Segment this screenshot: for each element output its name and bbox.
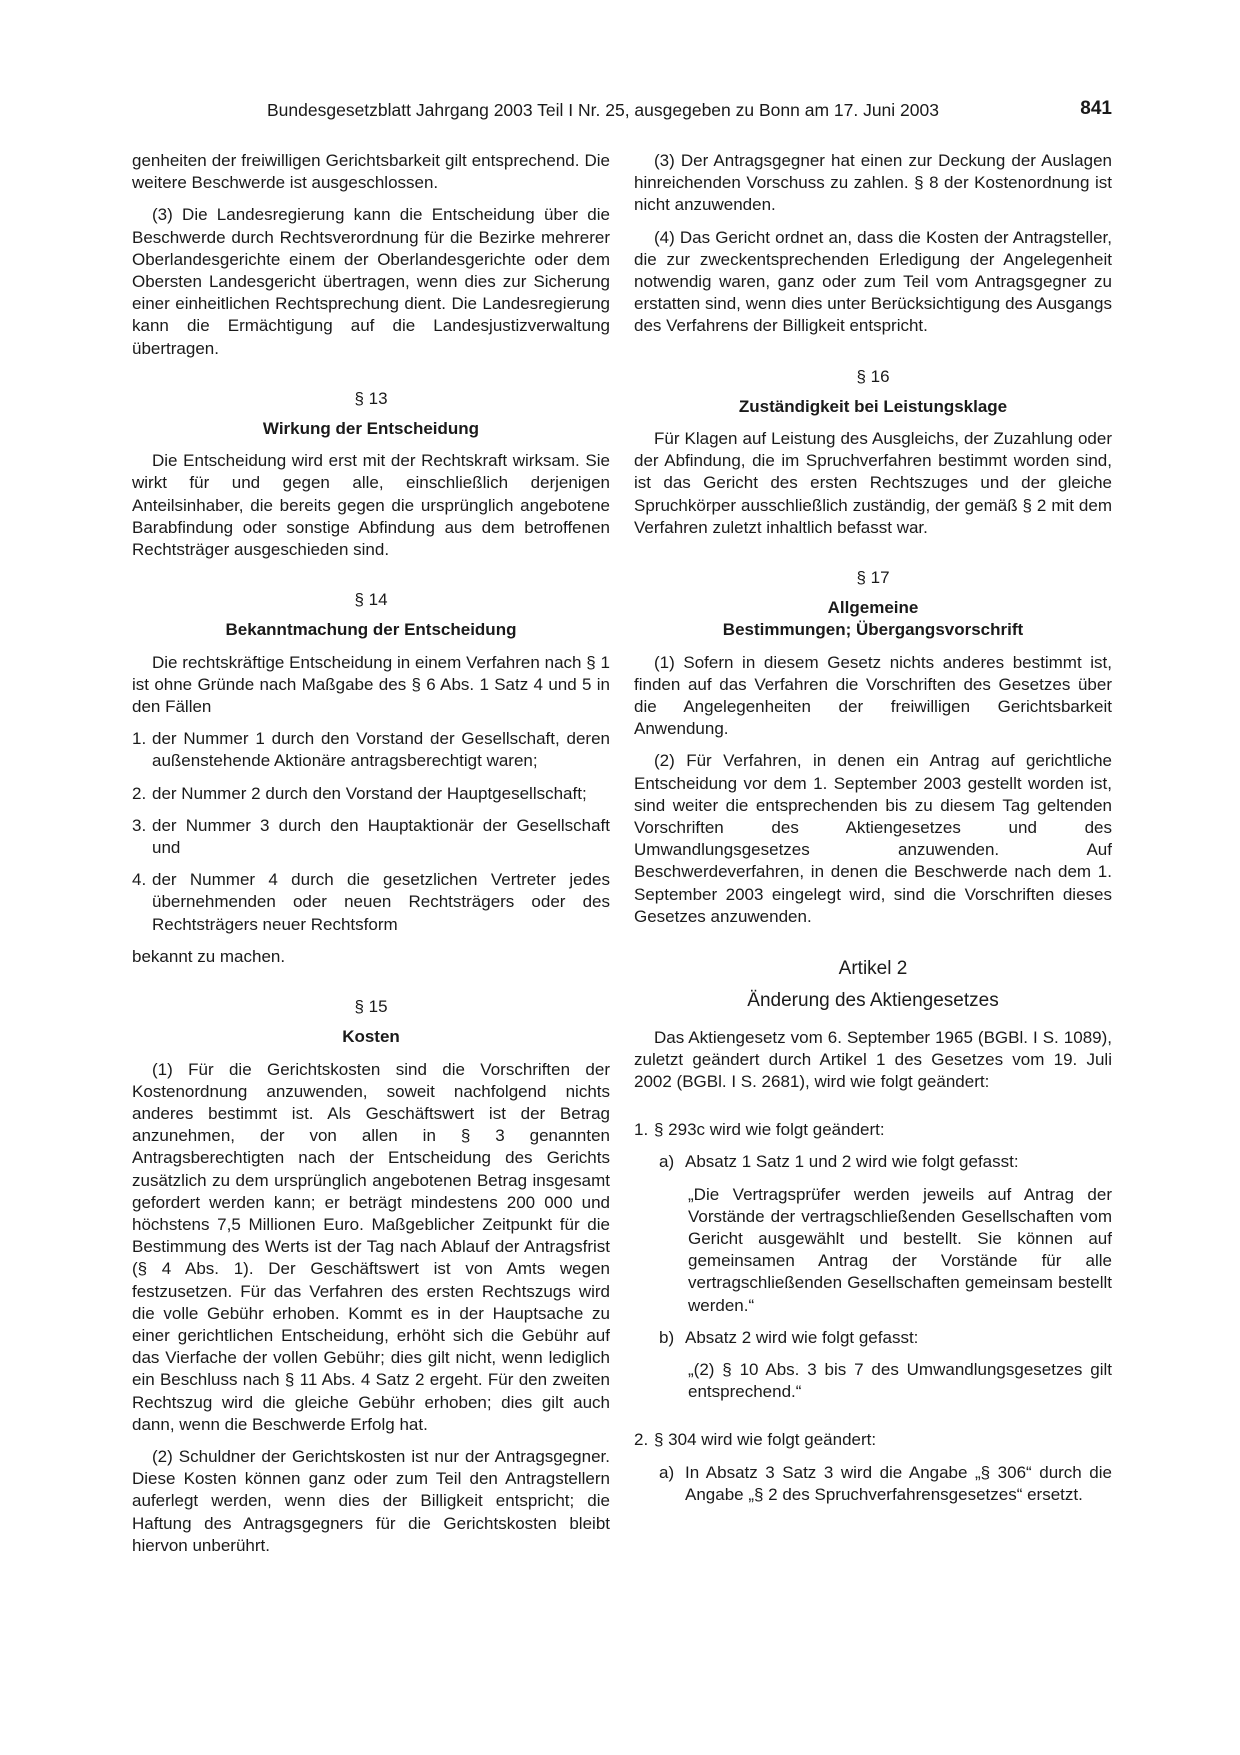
list-item	[132, 869, 610, 936]
list-text: Absatz 1 Satz 1 und 2 wird wie folgt gefasst:	[685, 1152, 1019, 1172]
section-title: Wirkung der Entscheidung	[262, 419, 480, 439]
section-title: Kosten	[342, 1027, 400, 1047]
paragraph: (3) Der Antragsgegner hat einen zur Deckung der Auslagen hinreichenden Vorschuss zu zahlen. § 8 der Kostenordnung ist nicht anzuwenden.	[634, 151, 1112, 215]
paragraph: (2) Schuldner der Gerichtskosten ist nur der Antragsgegner. Diese Kosten können ganz oder zum Teil den Antragstellern auferlegt werden, wenn dies der Billigkeit entspricht; die Haftung des Antragsgegners für die Gerichtskosten bleibt hiervon unberührt.	[132, 1446, 610, 1555]
section-title: Zuständigkeit bei Leistungsklage	[738, 396, 1008, 416]
paragraph: (3) Die Landesregierung kann die Entscheidung über die Beschwerde durch Rechtsverordnung für die Bezirke mehrerer Oberlandesgerichte einem der Oberlandesgerichte oder dem Obersten Landesgericht übertragen, wenn dies zur Sicherung einer einheitlichen Rechtsprechung dient. Die Landesregierung kann die Ermächtigung auf die Landesjustizverwaltung übertragen.	[132, 205, 610, 358]
paragraph: Das Aktiengesetz vom 6. September 1965 (BGBl. I S. 1089), zuletzt geändert durch Artikel 1 des Gesetzes vom 19. Juli 2002 (BGBl. I S. 2681), wird wie folgt geändert:	[634, 1027, 1112, 1091]
section-number: § 16	[856, 366, 890, 386]
paragraph: (4) Das Gericht ordnet an, dass die Kosten der Antragsteller, die zur zweckentsprechenden Erledigung der Angelegenheit notwendig waren, ganz oder zum Teil vom Antragsgegner zu erstatten sind, wenn dies unter Berücksichtigung des Ausgangs des Verfahrens der Billigkeit entspricht.	[634, 227, 1112, 336]
list-text: In Absatz 3 Satz 3 wird die Angabe „§ 306“ durch die Angabe „§ 2 des Spruchverfahrensgesetzes“ ersetzt.	[685, 1462, 1112, 1504]
page-header	[132, 100, 1112, 126]
list-letter: a)	[659, 1462, 675, 1482]
sub-list-item	[659, 1151, 1112, 1173]
paragraph: Die rechtskräftige Entscheidung in einem Verfahren nach § 1 ist ohne Gründe nach Maßgabe des § 6 Abs. 1 Satz 4 und 5 in den Fällen	[132, 652, 610, 717]
list-item	[634, 1429, 1112, 1451]
paragraph: Für Klagen auf Leistung des Ausgleichs, der Zuzahlung oder der Abfindung, die im Spruchverfahren bestimmt worden sind, ist das Gericht des ersten Rechtszuges und der gleiche Spruchkörper ausschließlich zuständig, der gemäß § 2 mit dem Verfahren zuletzt inhaltlich befasst war.	[634, 429, 1112, 537]
section-number: § 14	[354, 590, 388, 610]
paragraph: (1) Sofern in diesem Gesetz nichts anderes bestimmt ist, finden auf das Verfahren die Vorschriften des Gesetzes über die Angelegenheiten der freiwilligen Gerichtsbarkeit Anwendung.	[634, 652, 1112, 739]
sub-list-item	[659, 1462, 1112, 1506]
list-text: Absatz 2 wird wie folgt gefasst:	[685, 1327, 919, 1347]
list-number: 1.	[634, 1120, 649, 1140]
section-number: § 17	[856, 568, 890, 588]
list-text: § 304 wird wie folgt geändert:	[654, 1430, 877, 1450]
section-number: § 13	[354, 388, 388, 408]
article-title: Änderung des Aktiengesetzes	[747, 990, 999, 1012]
paragraph: genheiten der freiwilligen Gerichtsbarkeit gilt entsprechend. Die weitere Beschwerde ist ausgeschlossen.	[132, 151, 610, 193]
section-number: § 15	[354, 997, 388, 1017]
right-column	[634, 150, 1112, 1516]
paragraph: (1) Für die Gerichtskosten sind die Vorschriften der Kostenordnung anzuwenden, soweit nachfolgend nichts anderes bestimmt ist. Als Geschäftswert ist der Betrag anzunehmen, der von allen in § 3 genannten Antragsberechtigten nach der Entscheidung des Gerichts zusätzlich zu dem ursprünglich angebotenen Betrag insgesamt gefordert werden kann; er beträgt mindestens 200 000 und höchstens 7,5 Millionen Euro. Maßgeblicher Zeitpunkt für die Bestimmung des Werts ist der Tag nach Ablauf der Antragsfrist (§ 4 Abs. 1). Der Geschäftswert ist von Amts wegen festzusetzen. Für das Verfahren des ersten Rechtszugs wird die volle Gebühr erhoben. Kommt es in der Hauptsache zu einer gerichtlichen Entscheidung, erhöht sich die Gebühr auf das Vierfache der vollen Gebühr; dies gilt nicht, wenn lediglich ein Beschluss nach § 11 Abs. 4 Satz 2 ergeht. Für den zweiten Rechtszug wird die gleiche Gebühr erhoben; dies gilt auch dann, wenn die Beschwerde Erfolg hat.	[132, 1059, 610, 1434]
list-number: 2.	[634, 1430, 649, 1450]
list-item	[132, 815, 610, 859]
list-text: der Nummer 3 durch den Hauptaktionär der Gesellschaft und	[152, 815, 610, 858]
list-text: der Nummer 2 durch den Vorstand der Hauptgesellschaft;	[152, 783, 587, 803]
list-item	[634, 1119, 1112, 1141]
list-letter: a)	[659, 1152, 675, 1172]
section-title: Bekanntmachung der Entscheidung	[225, 620, 517, 640]
list-number: 3.	[132, 815, 147, 835]
section-title-line2: Bestimmungen; Übergangsvorschrift	[722, 620, 1024, 640]
list-number: 2.	[132, 783, 147, 803]
article-number: Artikel 2	[838, 958, 908, 980]
left-column	[132, 150, 610, 1567]
list-number: 4.	[132, 870, 147, 890]
header-line: Bundesgesetzblatt Jahrgang 2003 Teil I Nr. 25, ausgegeben zu Bonn am 17. Juni 2003	[267, 100, 939, 120]
list-item	[132, 728, 610, 772]
list-item	[132, 783, 610, 805]
sub-list-item	[659, 1327, 1112, 1349]
section-title: Allgemeine	[827, 598, 919, 618]
quoted-text: „(2) § 10 Abs. 3 bis 7 des Umwandlungsgesetzes gilt entsprechend.“	[688, 1359, 1112, 1402]
list-text: der Nummer 4 durch die gesetzlichen Vertreter jedes übernehmenden oder neuen Rechtsträgers oder des Rechtsträgers neuer Rechtsform	[152, 870, 610, 934]
page-number: 841	[1080, 98, 1112, 119]
list-number: 1.	[132, 729, 147, 749]
paragraph: Die Entscheidung wird erst mit der Rechtskraft wirksam. Sie wirkt für und gegen alle, einschließlich derjenigen Anteilsinhaber, die bereits gegen die ursprünglich angebotene Barabfindung oder sonstige Abfindung aus dem betroffenen Rechtsträger ausgeschieden sind.	[132, 451, 610, 560]
paragraph: (2) Für Verfahren, in denen ein Antrag auf gerichtliche Entscheidung vor dem 1. September 2003 gestellt worden ist, sind weiter die entsprechenden bis zu diesem Tag geltenden Vorschriften des Aktiengesetzes und des Umwandlungsgesetzes anzuwenden. Auf Beschwerdeverfahren, in denen die Beschwerde nach dem 1. September 2003 eingelegt wird, sind die Vorschriften dieses Gesetzes anzuwenden.	[634, 751, 1112, 926]
quoted-text: „Die Vertragsprüfer werden jeweils auf Antrag der Vorstände der vertragschließenden Gesellschaften vom Gericht ausgewählt und bestellt. Sie können auf gemeinsamen Antrag der Vorstände für alle vertragschließenden Gesellschaften gemeinsam bestellt werden.“	[688, 1184, 1112, 1315]
list-letter: b)	[659, 1327, 675, 1347]
paragraph: bekannt zu machen.	[132, 946, 286, 966]
list-text: § 293c wird wie folgt geändert:	[654, 1120, 885, 1140]
list-text: der Nummer 1 durch den Vorstand der Gesellschaft, deren außenstehende Aktionäre antragsberechtigt waren;	[152, 729, 610, 771]
